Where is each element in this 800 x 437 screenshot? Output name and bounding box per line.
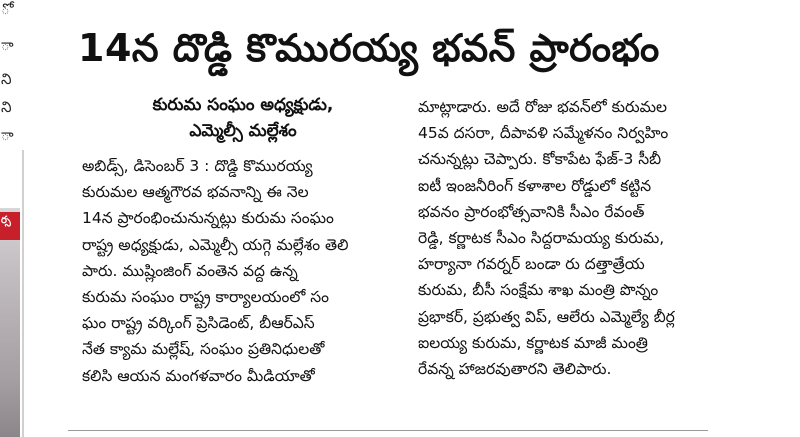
body-line: కురుమ సంఘం రాష్ట్ర కార్యాలయంలో సం xyxy=(82,288,330,307)
body-line: ప్రభాకర్, ప్రభుత్వ విప్, ఆలేరు ఎమ్మెల్యే బీర్ల xyxy=(418,307,675,326)
clipped-text: ా xyxy=(1,126,14,144)
adjacent-article-clipping xyxy=(0,0,26,437)
body-line: రాష్ట్ర అధ్యక్షుడు, ఎమ్మెల్సీ యగ్గె మల్లేశం తెలి xyxy=(82,235,349,254)
subheading-line: కురుమ సంఘం అధ్యక్షుడు, xyxy=(152,95,334,115)
body-line: 45వ దసరా, దీపావళి సమ్మేళనం నిర్వహిం xyxy=(418,124,669,143)
clipped-text: ని xyxy=(1,70,12,88)
body-line: నేత క్యామ మల్లేష్, సంఘం ప్రతినిధులతో xyxy=(82,340,325,359)
clipped-text: ో xyxy=(1,0,10,18)
body-line: చనున్నట్లు చెప్పారు. కోకాపేట ఫేజ్-3 సీబీ xyxy=(418,150,662,169)
body-line: పారు. ముష్లింజింగ్ వంతెన వద్ద ఉన్న xyxy=(82,261,298,280)
bottom-divider xyxy=(68,430,708,431)
body-line: కలిసి ఆయన మంగళవారం మీడియాతో xyxy=(82,366,315,385)
body-line: ఐటీ ఇంజనీరింగ్ కళాశాల రోడ్డులో కట్టిన xyxy=(418,176,652,195)
adjacent-photo-banner xyxy=(0,212,20,240)
column-divider xyxy=(22,150,24,437)
article-column-right xyxy=(418,94,758,382)
clipped-text: ా xyxy=(1,36,14,54)
body-line: భవనం ప్రారంభోత్సవానికి సీఎం రేవంత్ xyxy=(418,202,645,221)
body-line: 14న ప్రారంభించునున్నట్లు కురుమ సంఘం xyxy=(82,209,334,228)
subheading-line: ఎమ్మెల్సీ మల్లేశం xyxy=(189,121,297,141)
body-line: కురుమ, బీసీ సంక్షేమ శాఖ మంత్రి పొన్నం xyxy=(418,281,659,300)
clipped-text: ని xyxy=(1,98,12,116)
body-line: రేవన్న హాజరవుతారని తెలిపారు. xyxy=(418,360,612,379)
banner-text: ర్స xyxy=(1,215,11,226)
adjacent-photo xyxy=(0,208,20,437)
body-line: కురుమల ఆత్మగౌరవ భవనాన్ని ఈ నెల xyxy=(82,183,309,202)
body-line: రెడ్డి, కర్ణాటక సీఎం సిద్దరామయ్య కురుమ, xyxy=(418,229,665,248)
article-headline: 14న దొడ్డి కొమురయ్య భవన్ ప్రారంభం xyxy=(78,26,660,70)
body-line: అబిడ్స్, డిసెంబర్ 3 : దొడ్డి కొమురయ్య xyxy=(82,157,313,175)
article-subheading xyxy=(82,92,404,144)
body-line: మాట్లాడారు. అదే రోజు భవన్‌లో కురుమల xyxy=(418,98,667,116)
body-line: ఐలయ్య కురుమ, కర్ణాటక మాజీ మంత్రి xyxy=(418,333,648,352)
body-line: హర్యానా గవర్నర్ బండా రు దత్తాత్రేయ xyxy=(418,255,645,274)
body-line: ఘం రాష్ట్ర వర్కింగ్ ప్రెసిడెంట్, బీఆర్ఎస్ xyxy=(82,314,315,333)
article-column-left xyxy=(82,153,400,389)
